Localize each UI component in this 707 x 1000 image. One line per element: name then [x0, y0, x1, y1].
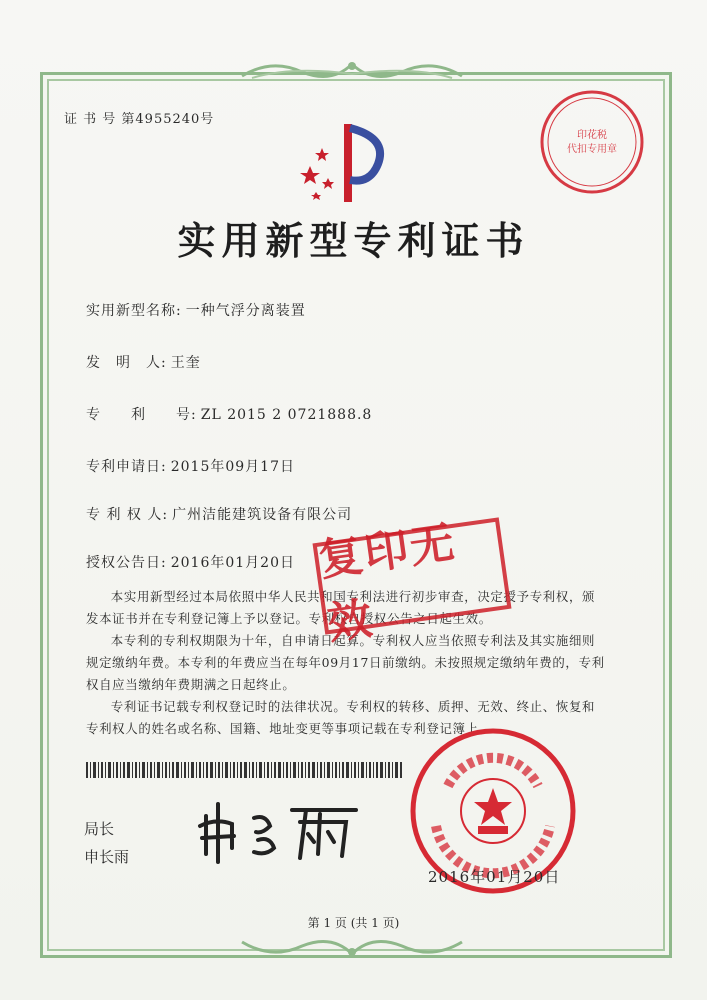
body-paragraph: 本实用新型经过本局依照中华人民共和国专利法进行初步审查，决定授予专利权，颁发本证书并在专利登记簿上予以登记。专利权自授权公告之日起生效。	[86, 589, 596, 626]
field-label: 专 利 号:	[86, 407, 197, 423]
body-paragraph: 本专利的专利权期限为十年，自申请日起算。专利权人应当依照专利法及其实施细则规定缴纳年费。本专利的年费应当在每年09月17日前缴纳。未按照规定缴纳年费的，专利权自应当缴纳年费期满之日起终止。	[86, 633, 605, 692]
official-seal-icon	[536, 86, 648, 198]
director-title: 局长	[84, 820, 115, 838]
barcode-icon	[86, 762, 404, 778]
field-filing-date	[86, 456, 295, 476]
bottom-ornament-icon	[232, 936, 472, 962]
field-label: 授权公告日:	[86, 555, 167, 571]
field-value: 2015年09月17日	[170, 459, 295, 475]
page-number: 第 1 页 (共 1 页)	[307, 916, 400, 930]
field-inventor	[86, 352, 201, 372]
field-value: 广州洁能建筑设备有限公司	[172, 507, 353, 523]
field-label: 发 明 人:	[86, 355, 167, 371]
field-value: 2016年01月20日	[170, 555, 295, 571]
certificate-title: 实用新型专利证书	[177, 218, 530, 263]
issue-date: 2016年01月20日	[428, 868, 561, 886]
field-patent-number	[86, 404, 372, 424]
field-grant-date	[86, 552, 295, 572]
field-utility-model-name	[86, 300, 306, 320]
field-value: 王奎	[170, 355, 201, 371]
svg-text:代扣专用章: 代扣专用章	[567, 144, 617, 155]
top-ornament-icon	[232, 56, 472, 82]
body-paragraph: 专利证书记载专利权登记时的法律状况。专利权的转移、质押、无效、终止、恢复和专利权人的姓名或名称、国籍、地址变更等事项记载在专利登记簿上。	[86, 699, 596, 736]
director-name: 申长雨	[84, 848, 130, 866]
svg-text:印花税: 印花税	[577, 130, 607, 141]
field-label: 专利申请日:	[86, 459, 167, 475]
signature-icon	[196, 796, 364, 866]
field-label: 实用新型名称:	[86, 303, 182, 319]
certificate-number: 证 书 号 第4955240号	[64, 112, 215, 127]
field-value: ZL 2015 2 0721888.8	[200, 407, 373, 423]
cnipa-logo-icon	[292, 118, 392, 208]
copy-invalid-stamp: 复印无效	[313, 517, 512, 634]
field-value: 一种气浮分离装置	[185, 303, 306, 319]
field-label: 专 利 权 人:	[86, 507, 169, 523]
field-patentee	[86, 504, 352, 524]
